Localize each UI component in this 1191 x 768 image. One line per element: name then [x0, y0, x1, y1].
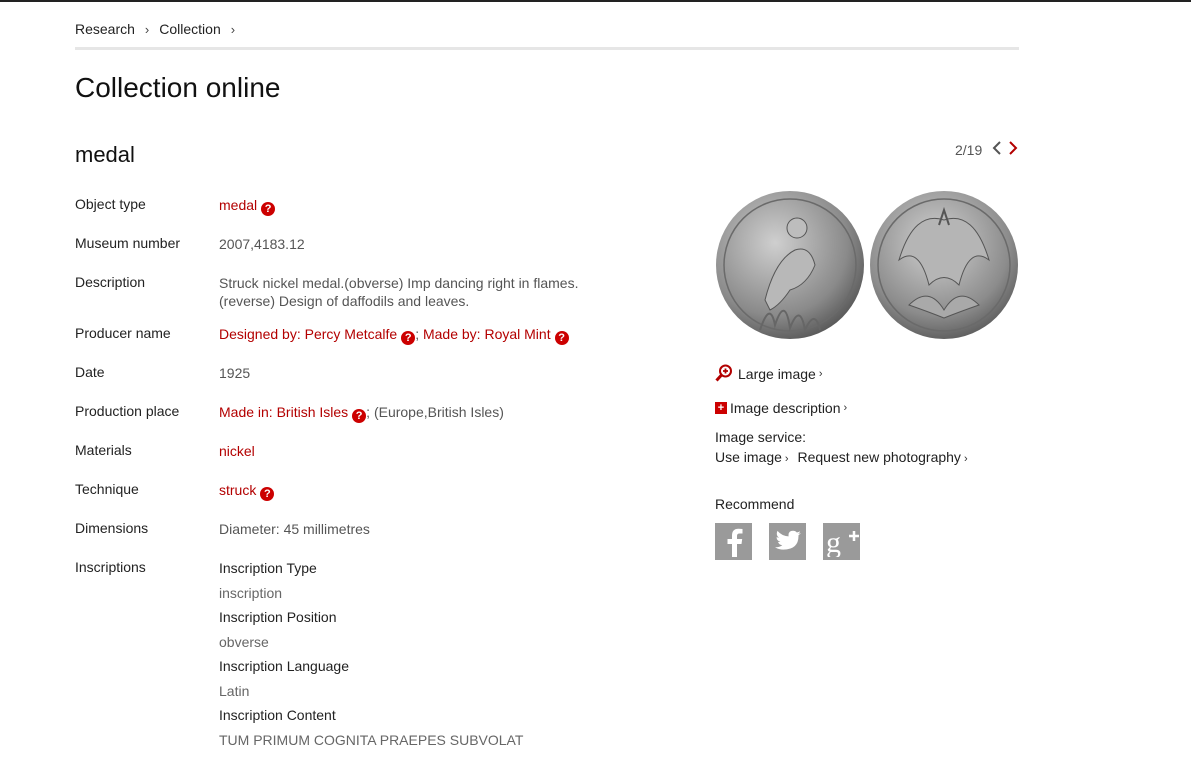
chevron-right-icon: ›: [784, 453, 789, 465]
field-label: Object type: [75, 196, 146, 212]
image-service-label: Image service:: [715, 429, 807, 445]
request-photography-link[interactable]: Request new photography: [797, 449, 961, 465]
plus-square-icon[interactable]: +: [715, 402, 727, 414]
inscription-value: Latin: [219, 682, 250, 699]
field-label: Date: [75, 364, 105, 380]
pager: [955, 141, 1018, 158]
field-label: Materials: [75, 442, 132, 458]
image-service-links: [715, 449, 968, 465]
page-title: Collection online: [75, 72, 281, 103]
field-label: Museum number: [75, 235, 181, 251]
help-icon[interactable]: ?: [555, 331, 569, 345]
pager-count: 2/19: [955, 141, 983, 158]
inscription-value: inscription: [219, 584, 283, 601]
field-label: Dimensions: [75, 520, 149, 536]
inscription-value: TUM PRIMUM COGNITA PRAEPES SUBVOLAT: [219, 731, 524, 748]
chevron-right-icon[interactable]: [1008, 141, 1018, 158]
production-place-link[interactable]: Made in: British Isles: [219, 404, 349, 420]
dimensions-value: Diameter: 45 millimetres: [219, 521, 370, 537]
field-label: Inscriptions: [75, 559, 146, 575]
svg-text:g: g: [825, 526, 841, 557]
producer-separator: ;: [415, 326, 423, 342]
inscription-key: Inscription Content: [219, 707, 336, 723]
image-description-row: [715, 398, 968, 418]
description-line: (reverse) Design of daffodils and leaves.: [219, 293, 470, 309]
chevron-right-icon: ›: [843, 402, 848, 414]
materials-link[interactable]: nickel: [219, 443, 255, 459]
chevron-left-icon[interactable]: [992, 141, 1002, 158]
breadcrumb: [75, 21, 245, 37]
inscriptions-list: [219, 559, 599, 755]
inscription-key: Inscription Type: [219, 560, 317, 576]
producer-designer-link[interactable]: Designed by: Percy Metcalfe: [219, 326, 398, 342]
chevron-right-icon: ›: [230, 21, 236, 37]
help-icon[interactable]: ?: [352, 409, 366, 423]
google-plus-icon[interactable]: [823, 523, 860, 560]
help-icon[interactable]: ?: [261, 202, 275, 216]
chevron-right-icon: ›: [818, 368, 823, 380]
object-image[interactable]: [715, 190, 1019, 340]
divider: [75, 47, 1019, 50]
breadcrumb-collection[interactable]: Collection: [159, 21, 221, 37]
twitter-icon[interactable]: [769, 523, 806, 560]
share-buttons: [715, 523, 860, 560]
facebook-icon[interactable]: [715, 523, 752, 560]
inscription-key: Inscription Position: [219, 609, 337, 625]
museum-number-value: 2007,4183.12: [219, 236, 305, 252]
large-image-link[interactable]: Large image: [738, 366, 816, 382]
technique-link[interactable]: struck: [219, 482, 257, 498]
field-label: Producer name: [75, 325, 171, 341]
image-actions: [715, 364, 968, 512]
inscription-key: Inscription Language: [219, 658, 349, 674]
use-image-link[interactable]: Use image: [715, 449, 782, 465]
recommend-label: Recommend: [715, 496, 795, 512]
inscription-value: obverse: [219, 633, 269, 650]
chevron-right-icon: ›: [963, 453, 968, 465]
help-icon[interactable]: ?: [401, 331, 415, 345]
chevron-right-icon: ›: [144, 21, 150, 37]
description-line: Struck nickel medal.(obverse) Imp dancing right in flames.: [219, 275, 579, 291]
breadcrumb-research[interactable]: Research: [75, 21, 135, 37]
zoom-in-icon: [715, 364, 733, 385]
image-description-link[interactable]: Image description: [730, 400, 841, 416]
medal-reverse-image[interactable]: [869, 190, 1019, 340]
production-place-region: ; (Europe,British Isles): [366, 404, 504, 420]
help-icon[interactable]: ?: [260, 487, 274, 501]
field-label: Production place: [75, 403, 180, 419]
object-type-link[interactable]: medal: [219, 197, 258, 213]
date-value: 1925: [219, 365, 251, 381]
large-image-row: [715, 364, 968, 384]
medal-obverse-image[interactable]: [715, 190, 865, 340]
field-label: Description: [75, 274, 146, 290]
object-title: medal: [75, 142, 135, 167]
producer-maker-link[interactable]: Made by: Royal Mint: [422, 326, 551, 342]
field-label: Technique: [75, 481, 139, 497]
